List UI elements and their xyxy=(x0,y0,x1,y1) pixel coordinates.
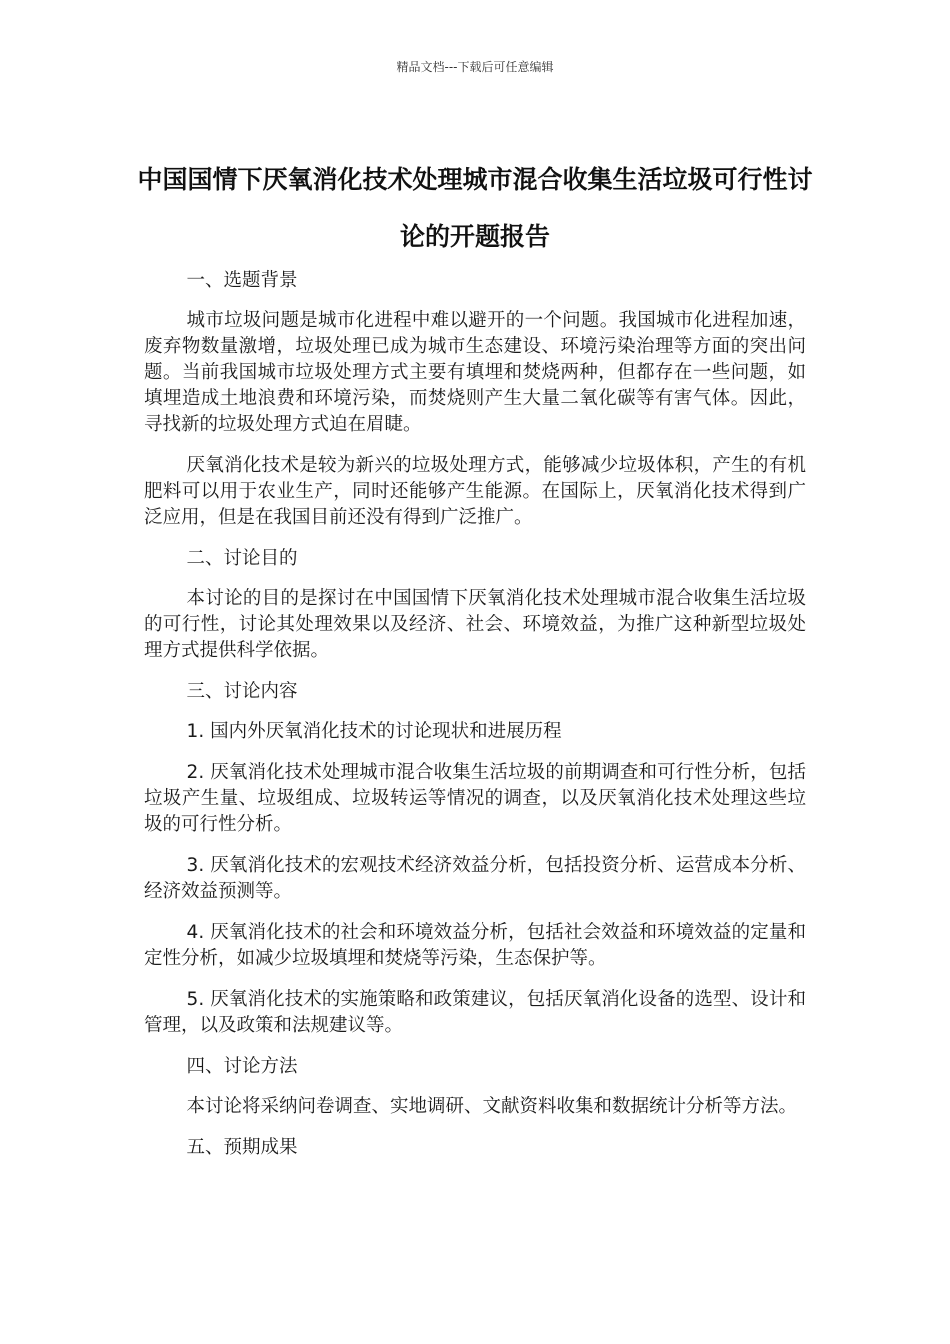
content-item-5: 5. 厌氧消化技术的实施策略和政策建议，包括厌氧消化设备的选型、设计和管理，以及政策和法规建议等。 xyxy=(144,989,806,1036)
section-heading-results: 五、预期成果 xyxy=(186,1137,298,1158)
content-item-3: 3. 厌氧消化技术的宏观技术经济效益分析，包括投资分析、运营成本分析、经济效益预测等。 xyxy=(144,855,806,902)
paragraph-purpose: 本讨论的目的是探讨在中国国情下厌氧消化技术处理城市混合收集生活垃圾的可行性，讨论其处理效果以及经济、社会、环境效益，为推广这种新型垃圾处理方式提供科学依据。 xyxy=(144,588,806,661)
section-heading-method: 四、讨论方法 xyxy=(186,1056,298,1077)
document-title: 中国国情下厌氧消化技术处理城市混合收集生活垃圾可行性讨论的开题报告 xyxy=(137,164,813,251)
content-item-4: 4. 厌氧消化技术的社会和环境效益分析，包括社会效益和环境效益的定量和定性分析，如减少垃圾填埋和焚烧等污染，生态保护等。 xyxy=(144,922,806,969)
section-heading-content: 三、讨论内容 xyxy=(186,681,298,702)
section-heading-background: 一、选题背景 xyxy=(186,270,298,291)
header-watermark: 精品文档---下载后可任意编辑 xyxy=(396,60,554,74)
document-body xyxy=(144,268,806,1175)
section-heading-purpose: 二、讨论目的 xyxy=(186,548,298,569)
paragraph-method: 本讨论将采纳问卷调查、实地调研、文献资料收集和数据统计分析等方法。 xyxy=(186,1096,798,1117)
paragraph-background-1: 城市垃圾问题是城市化进程中难以避开的一个问题。我国城市化进程加速，废弃物数量激增，垃圾处理已成为城市生态建设、环境污染治理等方面的突出问题。当前我国城市垃圾处理方式主要有填埋和焚烧两种，但都存在一些问题，如填埋造成土地浪费和环境污染，而焚烧则产生大量二氧化碳等有害气体。因此，寻找新的垃圾处理方式迫在眉睫。 xyxy=(144,310,806,435)
content-item-2: 2. 厌氧消化技术处理城市混合收集生活垃圾的前期调查和可行性分析，包括垃圾产生量、垃圾组成、垃圾转运等情况的调查，以及厌氧消化技术处理这些垃圾的可行性分析。 xyxy=(144,762,806,835)
content-item-1: 1. 国内外厌氧消化技术的讨论现状和进展历程 xyxy=(186,721,562,742)
paragraph-background-2: 厌氧消化技术是较为新兴的垃圾处理方式，能够减少垃圾体积，产生的有机肥料可以用于农业生产，同时还能够产生能源。在国际上，厌氧消化技术得到广泛应用，但是在我国目前还没有得到广泛推广。 xyxy=(144,455,806,528)
